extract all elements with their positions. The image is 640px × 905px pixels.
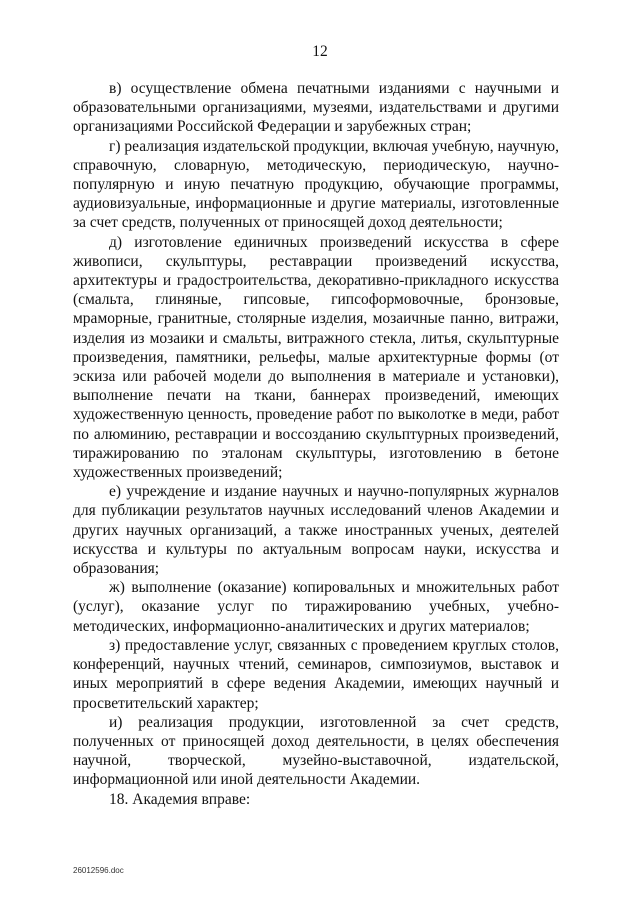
paragraph-d: д) изготовление единичных произведений искусства в сфере живописи, скульптуры, реставрации произведений искусства, архитектуры и градостроительства, декоративно-прикладного искусства (смальта, глиняные, гипсовые, гипсоформовочные, бронзовые, мраморные, гранитные, столярные изделия, мозаичные панно, витражи, изделия из мозаики и смальты, витражного стекла, литья, скульптурные произведения, памятники, рельефы, малые архитектурные формы (от эскиза или рабочей модели до выполнения в материале и установки), выполнение печати на ткани, баннерах произведений, имеющих художественную ценность, проведение работ по выколотке в меди, работ по алюминию, реставрации и воссозданию скульптурных произведений, тиражированию по эталонам скульптуры, изготовлению в бетоне художественных произведений; [73,233,559,482]
paragraph-g: г) реализация издательской продукции, включая учебную, научную, справочную, словарную, методическую, периодическую, научно-популярную и иную печатную продукцию, обучающие программы, аудиовизуальные, информационные и другие материалы, изготовленные за счет средств, полученных от приносящей доход деятельности; [73,137,559,232]
paragraph-z: з) предоставление услуг, связанных с проведением круглых столов, конференций, научных чтений, семинаров, симпозиумов, выставок и иных мероприятий в сфере ведения Академии, имеющих научный и просветительский характер; [73,636,559,712]
section-18-heading: 18. Академия вправе: [109,790,251,808]
paragraph-v: в) осуществление обмена печатными изданиями с научными и образовательными организациями, музеями, издательствами и другими организациями Российской Федерации и зарубежных стран; [73,80,559,136]
paragraph-i: и) реализация продукции, изготовленной за счет средств, полученных от приносящей доход деятельности, в целях обеспечения научной, творческой, музейно-выставочной, издательской, информационной или иной деятельности Академии. [73,713,559,789]
page-number: 12 [312,43,328,60]
document-body [73,79,559,809]
paragraph-zh: ж) выполнение (оказание) копировальных и множительных работ (услуг), оказание услуг по тиражированию учебных, учебно-методических, информационно-аналитических и других материалов; [73,579,559,635]
document-filename: 26012596.doc [73,866,124,875]
paragraph-e: е) учреждение и издание научных и научно-популярных журналов для публикации результатов научных исследований членов Академии и других научных организаций, а также иностранных ученых, деятелей искусства и культуры по актуальным вопросам науки, искусства и образования; [73,483,559,578]
